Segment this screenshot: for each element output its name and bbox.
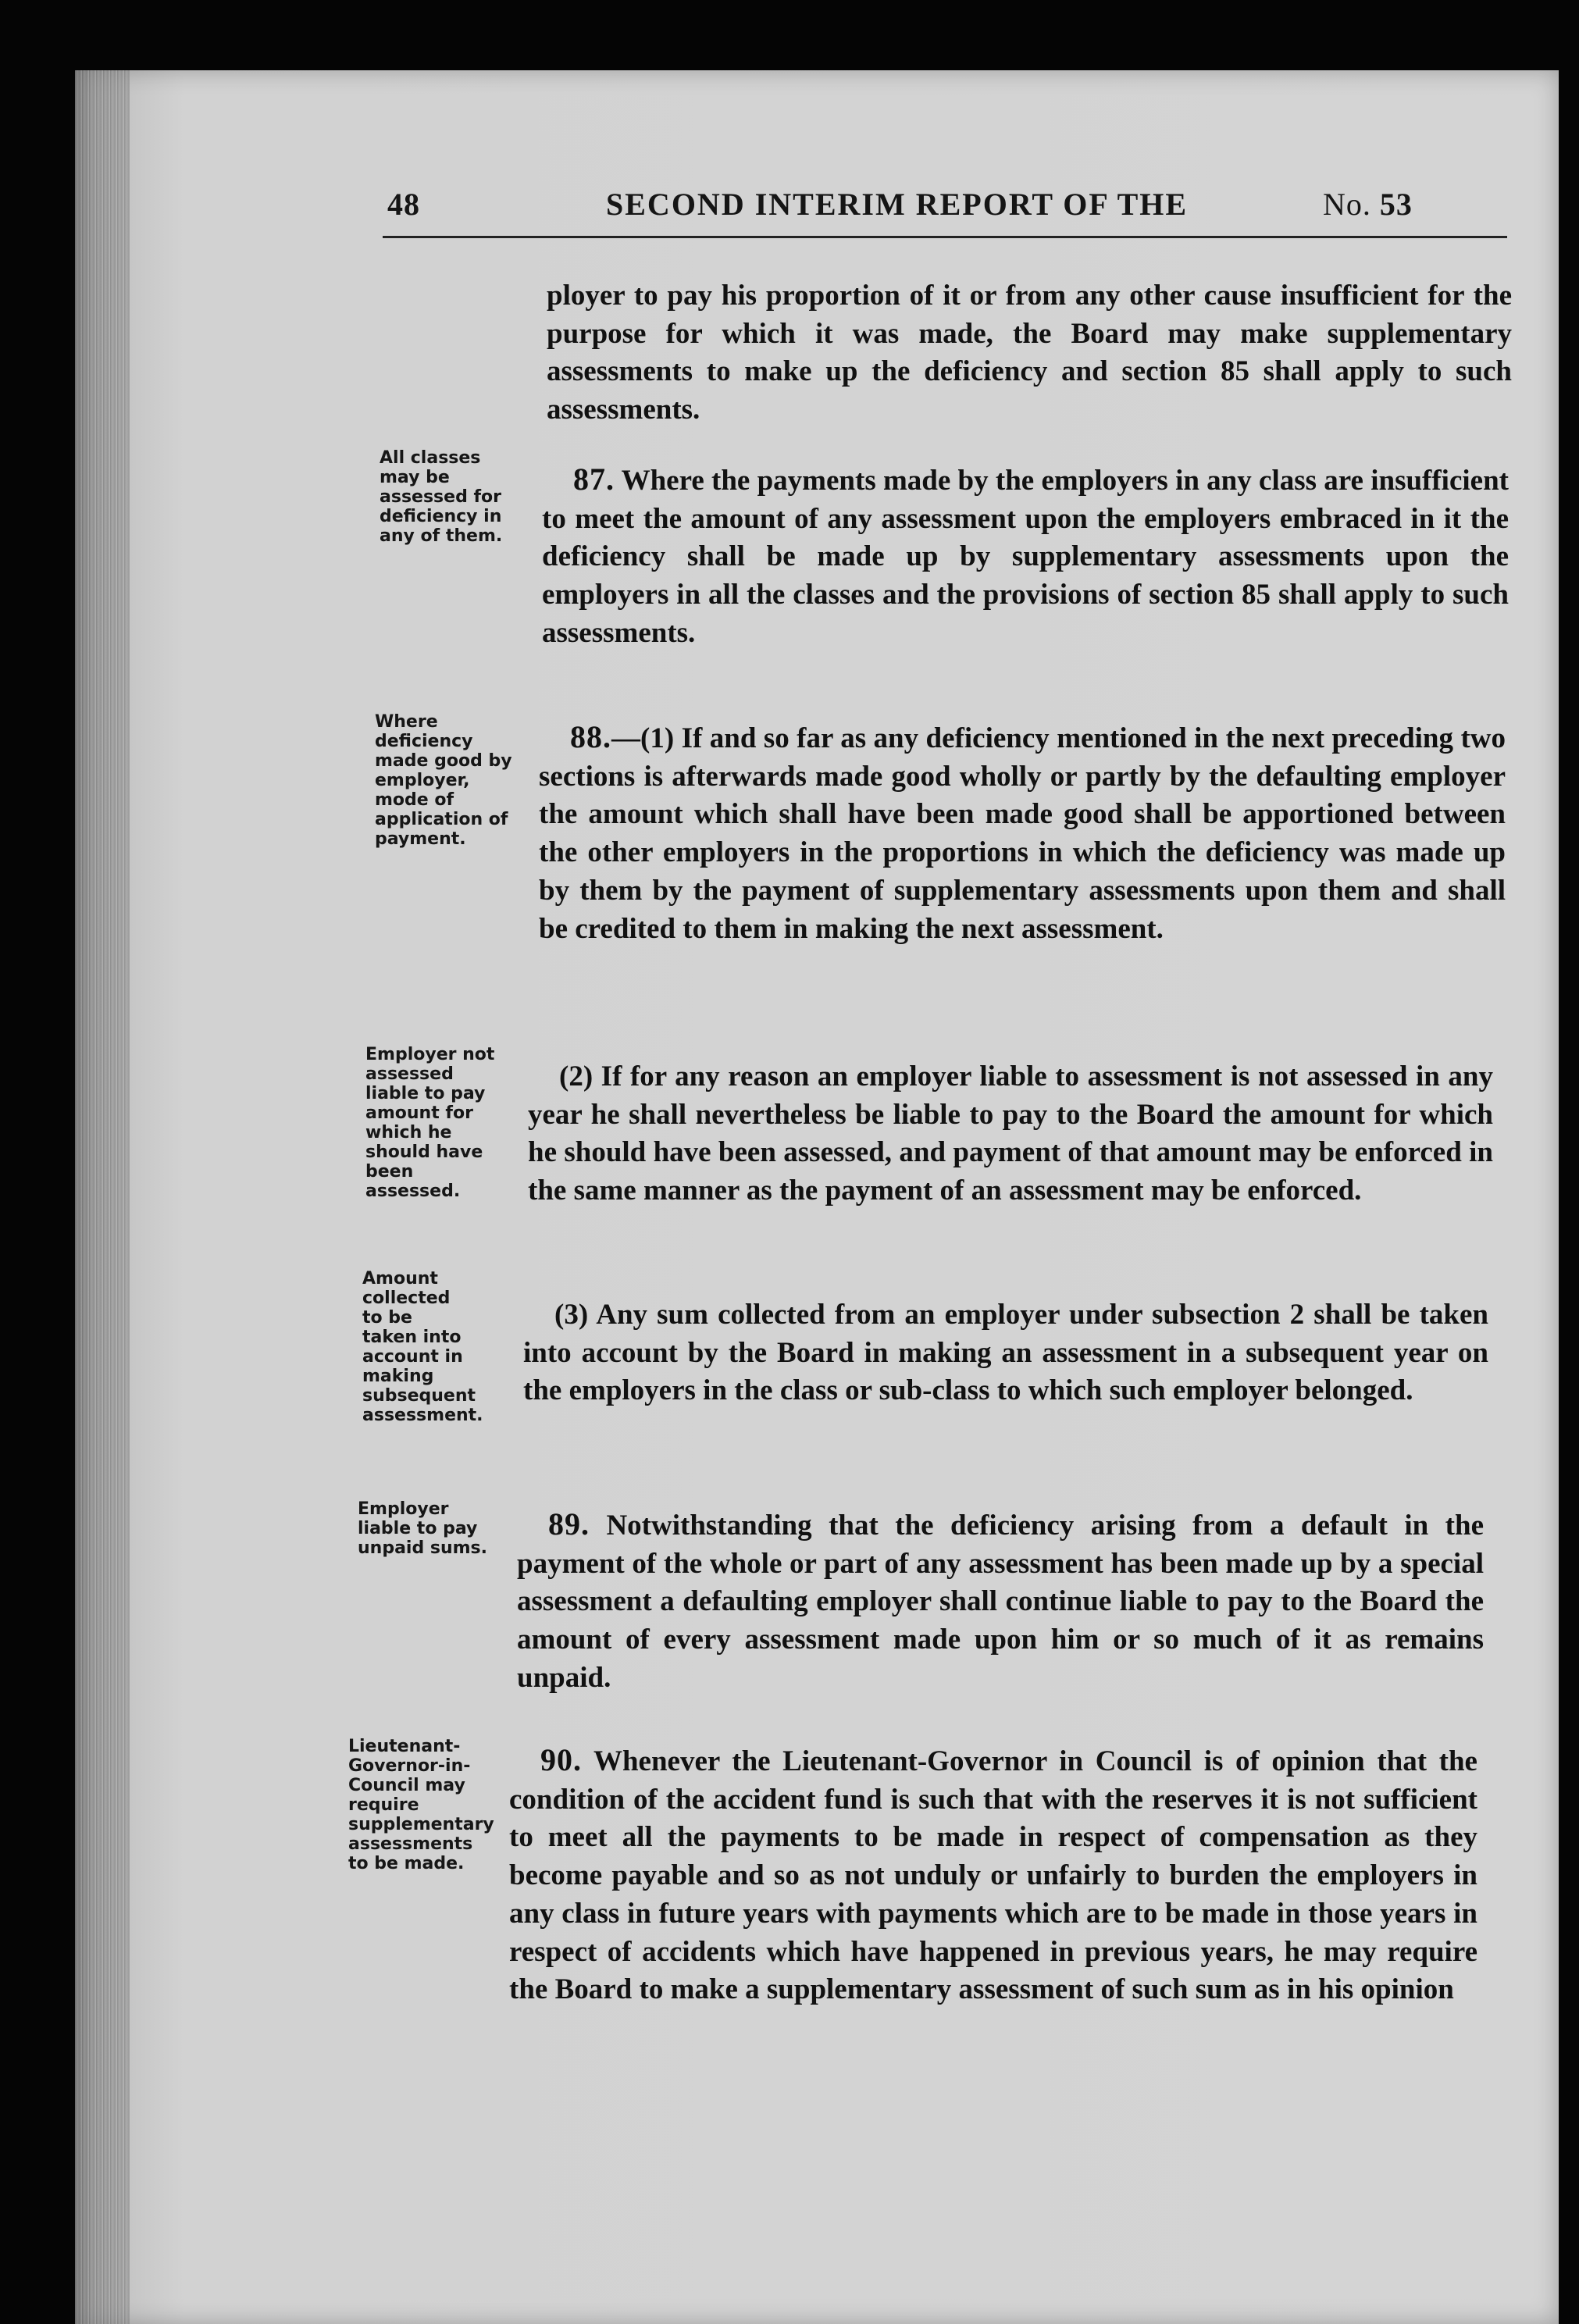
margin-note: Lieutenant-Governor-in-Council may require supplementary assessments to be made. <box>348 1737 494 1873</box>
section-number: 87. <box>573 462 615 497</box>
paragraph-text: (2) If for any reason an employer liable to assessment is not assessed in any year he shall nevertheless be liable to pay to the Board the amount for which he should have been assessed, and payment of that amount may be enforced in the same manner as the payment of an assessment may be enforced. <box>528 1060 1493 1207</box>
section-number: 88. <box>570 719 611 754</box>
margin-note: Employer not assessed liable to pay amount for which he should have been assessed. <box>365 1045 495 1201</box>
section-87 <box>542 461 1509 653</box>
section-89 <box>517 1506 1484 1698</box>
section-number: 90. <box>540 1742 582 1777</box>
page-body <box>75 70 1559 2324</box>
margin-note: Where deficiency made good by employer, mode of application of payment. <box>375 712 512 849</box>
page-number: 48 <box>387 187 420 222</box>
section-88-3 <box>523 1296 1488 1410</box>
margin-note: Amount collected to be taken into account in making subsequent assessment. <box>362 1269 483 1425</box>
document-page <box>75 70 1559 2324</box>
margin-note: All classes may be assessed for deficiency in any of them. <box>380 448 503 546</box>
section-number: 89. <box>548 1506 590 1542</box>
paragraph-continued <box>547 277 1512 430</box>
running-title: SECOND INTERIM REPORT OF THE <box>606 187 1189 222</box>
paragraph-text: —(1) If and so far as any deficiency mentioned in the next preceding two sections is afterwards made good wholly or partly by the defaulting employer the amount which shall have been made good shall be apportioned between the other employers in the proportions in which the deficiency was made up by them by the payment of supplementary assessments upon them and shall be credited to them in making the next assessment. <box>539 722 1506 945</box>
document-number-prefix: No. <box>1323 187 1371 222</box>
section-88-1 <box>539 718 1506 948</box>
paragraph-text: (3) Any sum collected from an employer under subsection 2 shall be taken into account by the Board in making an assessment in a subsequent year on the employers in the class or sub-class to which such employer belonged. <box>523 1299 1488 1407</box>
paragraph-text: Where the payments made by the employers in any class are insufficient to meet the amount of any assessment upon the employers embraced in it the deficiency shall be made up by supplementary assessments upon the employers in all the classes and the provisions of section 85 shall apply to such assessments. <box>542 465 1509 649</box>
margin-note: Employer liable to pay unpaid sums. <box>358 1499 487 1558</box>
document-number-value: 53 <box>1379 187 1413 222</box>
paragraph-text: Notwithstanding that the deficiency arising from a default in the payment of the whole or part of any assessment has been made up by a special assessment a defaulting employer shall continue liable to pay to the Board the amount of every assessment made upon him or so much of it as remains unpaid. <box>517 1510 1484 1694</box>
section-90 <box>509 1741 1477 2009</box>
paragraph-text: ployer to pay his proportion of it or from any other cause insufficient for the purpose for which it was made, the Board may make supplementary assessments to make up the deficiency and section 85 shall apply to such assessments. <box>547 280 1512 426</box>
paragraph-text: Whenever the Lieutenant-Governor in Council is of opinion that the condition of the accident fund is such that with the reserves it is not sufficient to meet all the payments to be made in respect of compensation as they become payable and so as not unduly or unfairly to burden the employers in any class in future years with payments which are to be made in those years in respect of accidents which have happened in previous years, he may require the Board to make a supplementary assessment of such sum as in his opinion <box>509 1745 1477 2006</box>
section-88-2 <box>528 1058 1493 1210</box>
